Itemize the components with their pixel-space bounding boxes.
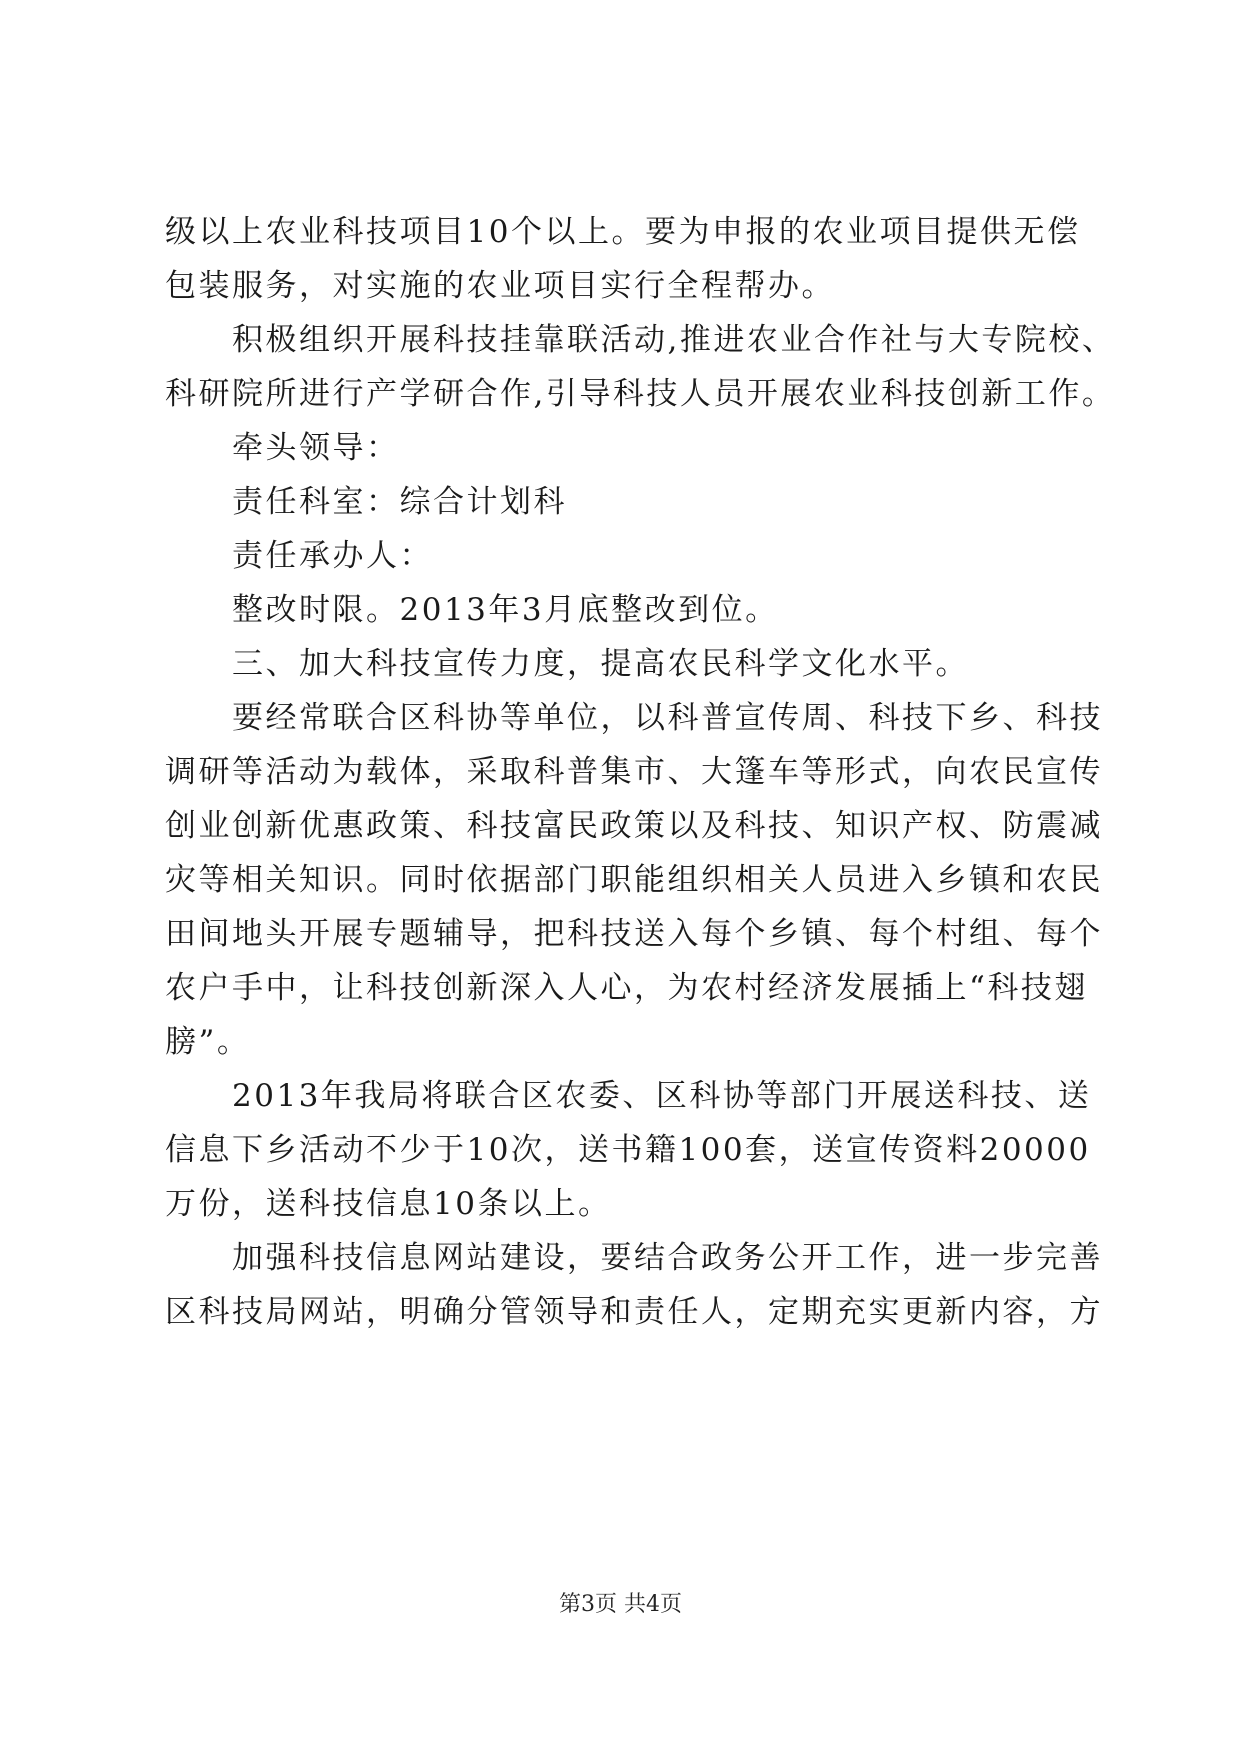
text-line: 包装服务，对实施的农业项目实行全程帮办。 <box>165 268 835 304</box>
text-line: 调研等活动为载体，采取科普集市、大篷车等形式，向农民宣传 <box>165 754 1103 790</box>
text-line: 积极组织开展科技挂靠联活动,推进农业合作社与大专院校、 <box>232 322 1116 358</box>
text-line: 级以上农业科技项目10个以上。要为申报的农业项目提供无偿 <box>165 214 1081 250</box>
text-line: 万份，送科技信息10条以上。 <box>165 1186 612 1222</box>
text-line: 整改时限。2013年3月底整改到位。 <box>232 592 779 628</box>
text-line: 农户手中，让科技创新深入人心，为农村经济发展插上“科技翅 <box>165 970 1088 1006</box>
text-line: 田间地头开展专题辅导，把科技送入每个乡镇、每个村组、每个 <box>165 916 1103 952</box>
text-line: 责任科室：综合计划科 <box>232 484 567 520</box>
text-line: 加强科技信息网站建设，要结合政务公开工作，进一步完善 <box>232 1240 1103 1276</box>
text-line: 膀”。 <box>165 1024 251 1060</box>
page-number-footer: 第3页 共4页 <box>559 1592 682 1617</box>
text-line: 要经常联合区科协等单位，以科普宣传周、科技下乡、科技 <box>232 700 1103 736</box>
text-line: 牵头领导： <box>232 430 400 466</box>
text-line: 灾等相关知识。同时依据部门职能组织相关人员进入乡镇和农民 <box>165 862 1103 898</box>
text-line: 区科技局网站，明确分管领导和责任人，定期充实更新内容，方 <box>165 1294 1103 1330</box>
text-line: 创业创新优惠政策、科技富民政策以及科技、知识产权、防震减 <box>165 808 1103 844</box>
text-line: 2013年我局将联合区农委、区科协等部门开展送科技、送 <box>232 1078 1092 1114</box>
text-line: 信息下乡活动不少于10次，送书籍100套，送宣传资料20000 <box>165 1132 1091 1168</box>
text-line: 科研院所进行产学研合作,引导科技人员开展农业科技创新工作。 <box>165 376 1116 412</box>
section-heading: 三、加大科技宣传力度，提高农民科学文化水平。 <box>232 646 969 682</box>
text-line: 责任承办人： <box>232 538 433 574</box>
